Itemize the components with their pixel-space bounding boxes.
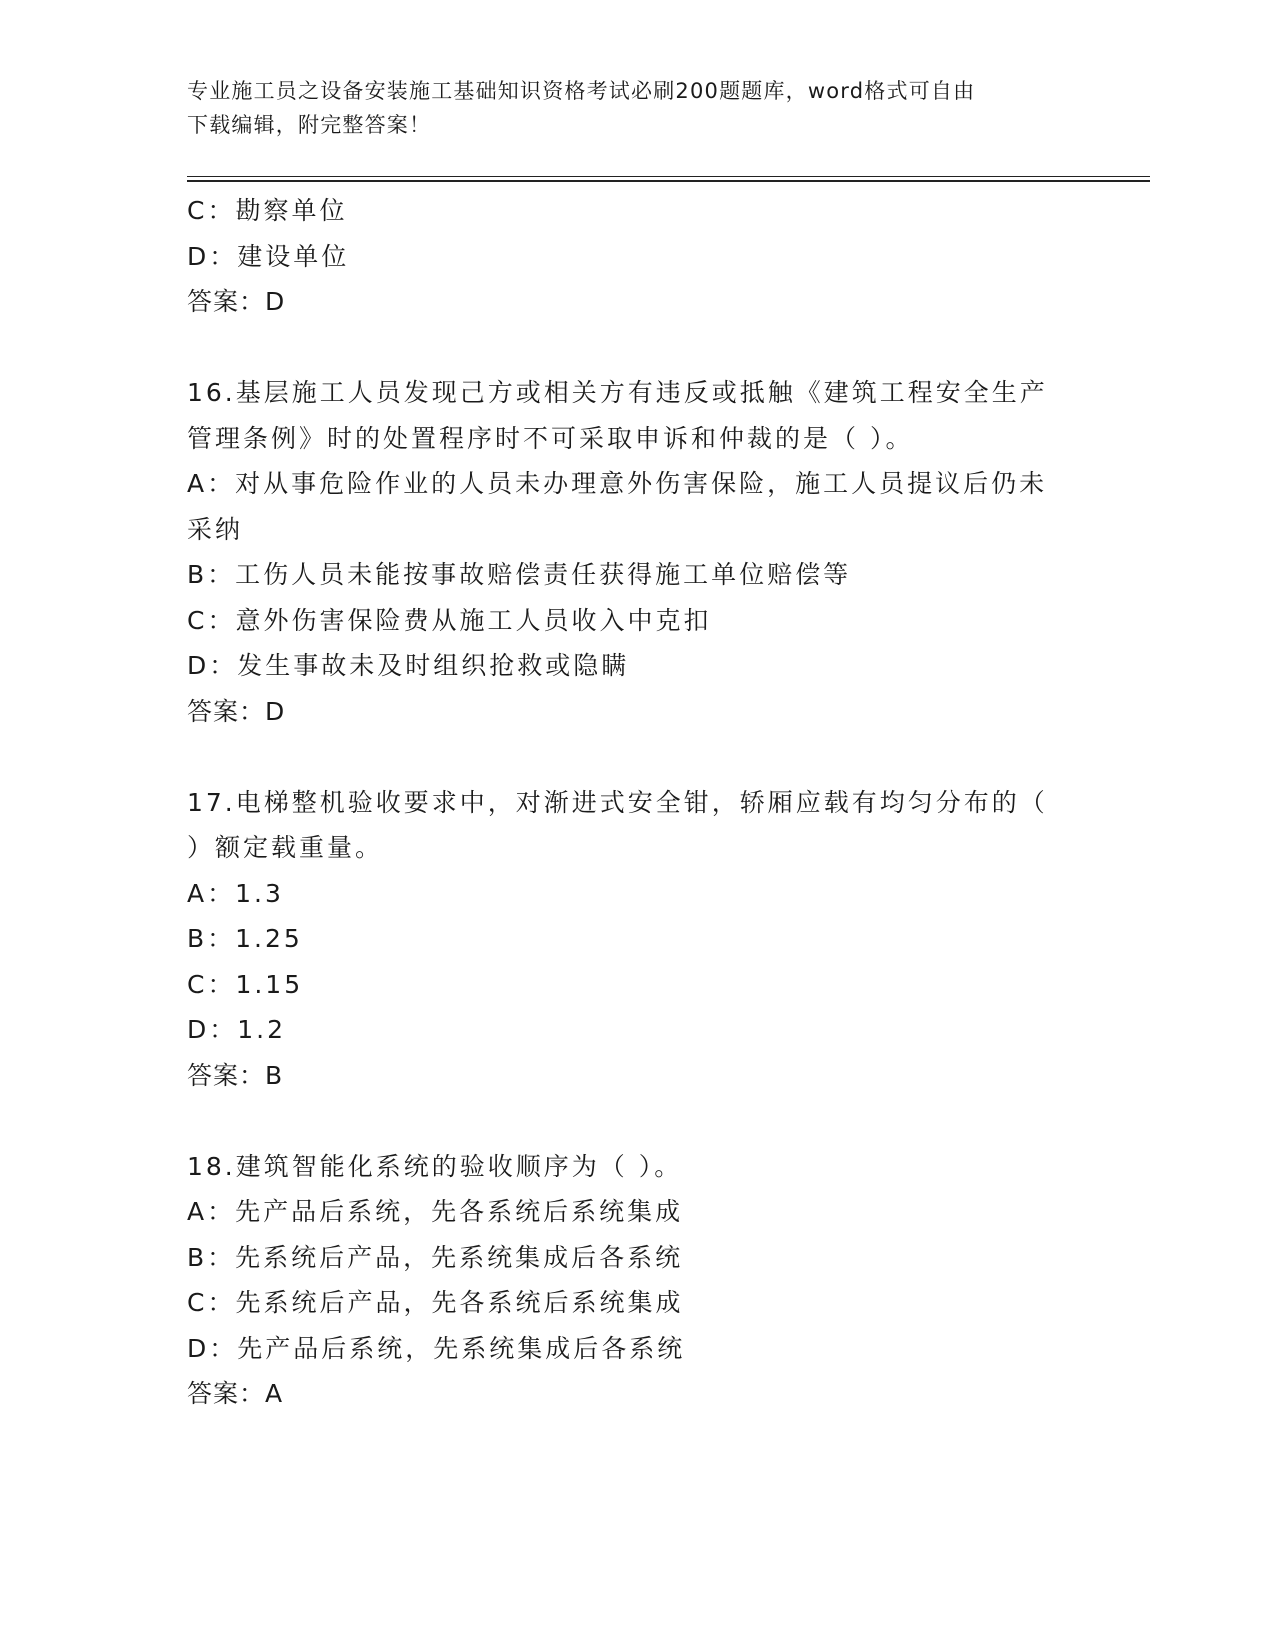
question-stem-cont: ）额定载重量。 — [187, 833, 384, 862]
option-a: A：先产品后系统，先各系统后系统集成 — [187, 1197, 684, 1226]
header-line-1: 专业施工员之设备安装施工基础知识资格考试必刷200题题库，word格式可自由 — [187, 79, 976, 103]
option-a-cont: 采纳 — [187, 514, 244, 544]
question-stem: 17.电梯整机验收要求中，对渐进式安全钳，轿厢应载有均匀分布的（ — [187, 787, 1048, 817]
question-stem: 18.建筑智能化系统的验收顺序为（ ）。 — [187, 1151, 683, 1181]
question-18 — [187, 1144, 1087, 1417]
option-c: C：意外伤害保险费从施工人员收入中克扣 — [187, 605, 712, 635]
answer-line: 答案：D — [187, 696, 286, 726]
document-header — [187, 74, 1087, 142]
header-line-2: 下载编辑，附完整答案！ — [187, 113, 432, 137]
question-list — [187, 188, 1087, 1417]
option-b: B：工伤人员未能按事故赔偿责任获得施工单位赔偿等 — [187, 560, 852, 589]
question-17 — [187, 780, 1087, 1099]
option-c: C：勘察单位 — [187, 196, 348, 225]
option-d: D：建设单位 — [187, 241, 350, 271]
option-d: D：发生事故未及时组织抢救或隐瞒 — [187, 651, 630, 680]
answer-line: 答案：B — [187, 1060, 284, 1090]
option-b: B：先系统后产品，先系统集成后各系统 — [187, 1242, 684, 1272]
answer-line: 答案：A — [187, 1379, 284, 1408]
option-a: A：1.3 — [187, 878, 284, 908]
answer-line: 答案：D — [187, 287, 286, 316]
question-stem-cont: 管理条例》时的处置程序时不可采取申诉和仲裁的是（ ）。 — [187, 423, 914, 453]
option-d: D：先产品后系统，先系统集成后各系统 — [187, 1333, 686, 1363]
option-a: A：对从事危险作业的人员未办理意外伤害保险，施工人员提议后仍未 — [187, 469, 1048, 498]
option-c: C：1.15 — [187, 969, 304, 999]
header-divider-thick — [187, 180, 1150, 182]
option-c: C：先系统后产品，先各系统后系统集成 — [187, 1288, 684, 1317]
prev-question-block — [187, 188, 1087, 325]
option-d: D：1.2 — [187, 1015, 287, 1044]
question-16 — [187, 370, 1087, 734]
question-stem: 16.基层施工人员发现己方或相关方有违反或抵触《建筑工程安全生产 — [187, 378, 1048, 407]
option-b: B：1.25 — [187, 924, 303, 953]
header-divider-thin — [187, 176, 1150, 177]
